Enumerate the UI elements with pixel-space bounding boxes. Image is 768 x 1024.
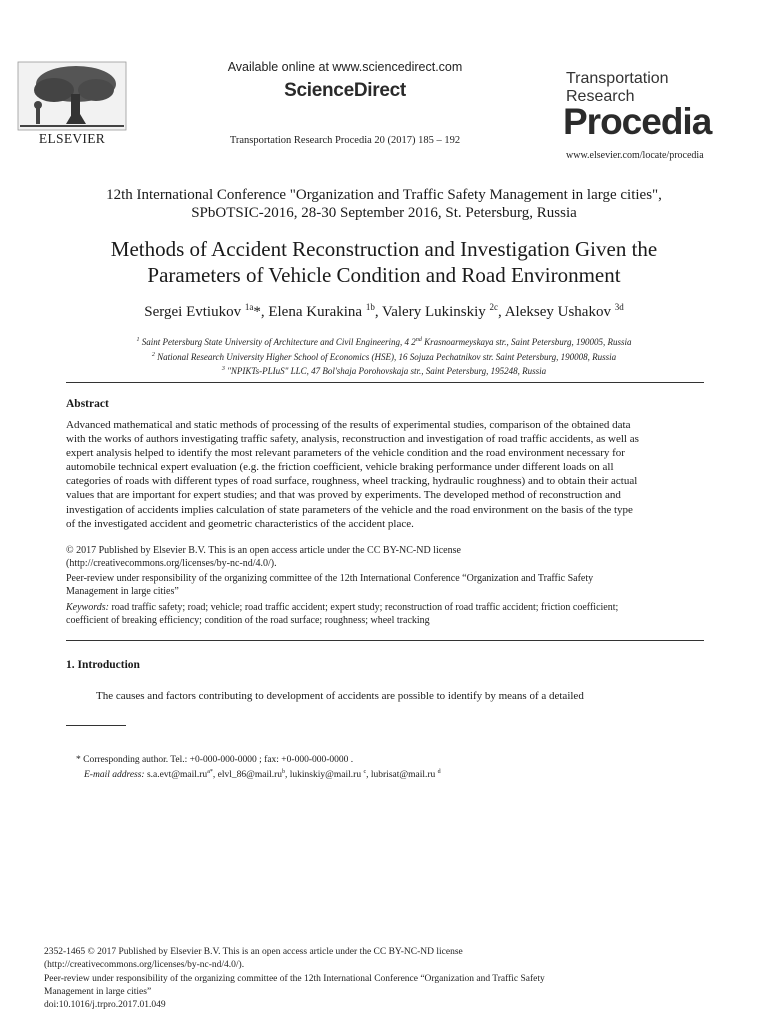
- affiliation-text: National Research University Higher School of Economics (HSE), 16 Sojuza Pechatnikov str. Saint Petersburg, 190008, Russia: [157, 351, 617, 362]
- license-link[interactable]: (http://creativecommons.org/licenses/by-nc-nd/4.0/).: [44, 960, 245, 971]
- affiliation-text: Krasnoarmeyskaya str., Saint Petersburg, 190005, Russia: [421, 337, 632, 347]
- affiliation-1: [40, 334, 728, 349]
- keywords: [66, 602, 704, 627]
- title-line-2: Parameters of Vehicle Condition and Road Environment: [147, 263, 621, 287]
- section-heading: 1. Introduction: [66, 659, 140, 671]
- email-address[interactable]: s.a.evt@mail.ru: [144, 770, 208, 781]
- affiliation-3: [40, 363, 728, 378]
- peer-review-notice: [66, 573, 704, 598]
- email-label: E-mail address:: [84, 770, 145, 781]
- peer-review-line: Management in large cities”: [66, 585, 179, 597]
- author-affil-sup: 1b: [365, 302, 375, 312]
- divider-top: [66, 382, 704, 383]
- affiliation-text: Saint Petersburg State University of Architecture and Civil Engineering, 4 2: [141, 337, 416, 347]
- copyright-notice: [66, 545, 704, 570]
- peer-review-line: Peer-review under responsibility of the organizing committee of the 12th International Conference “Organization and Traffic Safety: [66, 573, 594, 584]
- author-name: Elena Kurakina: [268, 304, 363, 320]
- author-name: Aleksey Ushakov: [504, 304, 611, 320]
- abstract-line: Advanced mathematical and static methods of processing of the results of experimental studies, comparison of the obtained data: [66, 419, 631, 431]
- author-affil-sup: 2c: [489, 302, 499, 312]
- email-footnote: [84, 769, 441, 780]
- footnote-rule: [66, 725, 126, 726]
- conference-info: [40, 186, 728, 222]
- author-name: Valery Lukinskiy: [382, 304, 486, 320]
- author-list: Sergei Evtiukov $^{1a}$*, Elena Kurakina $^{1b}$, Valery Lukinskiy $^{2c}$, Aleksey Ushakov $^{3d}$: [144, 302, 624, 320]
- affiliation-ordinal-sup: nd: [415, 337, 422, 343]
- affiliation-text: "NPIKTs-PLIuS" LLC, 47 Bol'shaja Porohovskaja str., Saint Petersburg, 195248, Russia: [227, 366, 547, 376]
- publisher-wordmark: ELSEVIER: [38, 131, 106, 146]
- abstract-line: with the works of authors investigating traffic safety, analysis, reconstruction and investigation of road traffic accidents, as well as: [66, 433, 639, 446]
- title-line-1: Methods of Accident Reconstruction and Investigation Given the: [110, 237, 658, 261]
- journal-citation: Transportation Research Procedia 20 (2017) 185 – 192: [229, 135, 461, 146]
- email-address[interactable]: , lubrisat@mail.ru: [366, 770, 438, 781]
- keywords-label: Keywords:: [66, 602, 109, 613]
- license-link[interactable]: (http://creativecommons.org/licenses/by-nc-nd/4.0/).: [66, 557, 277, 569]
- journal-logo-line-3: Procedia: [563, 101, 712, 142]
- journal-logo-line-2: Research: [566, 88, 635, 105]
- copyright-line: © 2017 Published by Elsevier B.V. This is an open access article under the CC BY-NC-ND license: [66, 545, 461, 556]
- email-sup: b: [282, 769, 286, 775]
- intro-paragraph: The causes and factors contributing to development of accidents are possible to identify by means of a detailed: [96, 690, 584, 702]
- abstract-line: of the investigated accident and geometric characteristics of the accident place.: [66, 517, 414, 530]
- corresponding-author-note: * Corresponding author. Tel.: +0-000-000-0000 ; fax: +0-000-000-0000 .: [76, 755, 354, 765]
- journal-logo-line-1: Transportation: [566, 70, 669, 87]
- affiliation-sup: 1: [136, 337, 140, 343]
- divider-bottom: [66, 640, 704, 641]
- email-address[interactable]: , elvl_86@mail.ru: [212, 770, 283, 781]
- elsevier-tree-icon: [16, 60, 128, 132]
- conference-line-1: 12th International Conference "Organization and Traffic Safety Management in large cities",: [106, 187, 662, 203]
- author-name: Sergei Evtiukov: [144, 304, 242, 320]
- abstract-line: categories of roads with different types of road surface, roughness, wheel tracking, hydraulic roughness) and to obtain their actual: [66, 475, 638, 488]
- bottom-copyright: [44, 946, 724, 1012]
- email-sup: c: [363, 769, 367, 775]
- email-sup: d: [437, 769, 441, 775]
- affiliation-2: [40, 349, 728, 364]
- affiliation-sup: 3: [221, 366, 225, 372]
- peer-review-line: Peer-review under responsibility of the organizing committee of the 12th International Conference “Organization and Traffic Safety: [44, 973, 545, 984]
- abstract-body: [66, 418, 704, 531]
- journal-url: www.elsevier.com/locate/procedia: [566, 150, 704, 161]
- affiliation-sup: 2: [151, 351, 155, 358]
- author-affil-sup: 3d: [614, 302, 624, 312]
- abstract-line: expert analysis helped to identify the most relevant parameters of the vehicle condition and the road environment necessary for: [66, 447, 625, 460]
- abstract-line: automobile technical expert evaluation (e.g. the friction coefficient, vehicle braking performance under different loads on all: [66, 461, 614, 474]
- keywords-text: road traffic safety; road; vehicle; road traffic accident; expert study; reconstruction of road traffic accident; friction coefficient;: [108, 602, 619, 613]
- affiliations: [40, 334, 728, 378]
- email-address[interactable]: , lukinskiy@mail.ru: [285, 770, 364, 781]
- doi-link[interactable]: doi:10.1016/j.trpro.2017.01.049: [44, 1000, 166, 1011]
- abstract-line: values that are important for expert studies; and that was proved by experiments. The developed method of reconstruction and: [66, 489, 621, 502]
- corresponding-star: *: [253, 304, 261, 320]
- abstract-heading: Abstract: [66, 398, 109, 410]
- available-online-text: Available online at www.sciencedirect.com: [227, 60, 463, 74]
- author-affil-sup: 1a: [244, 302, 254, 312]
- sciencedirect-wordmark: ScienceDirect: [284, 80, 406, 101]
- paper-title: [40, 236, 728, 288]
- email-sup: a*: [207, 769, 213, 775]
- peer-review-line: Management in large cities”: [44, 986, 152, 997]
- abstract-line: investigation of accidents implies calculation of state parameters of the vehicle and the road environment on the basis of the type: [66, 503, 633, 516]
- issn-copyright-line: 2352-1465 © 2017 Published by Elsevier B.V. This is an open access article under the CC BY-NC-ND license: [44, 947, 463, 957]
- keywords-text: coefficient of breaking efficiency; condition of the road surface; roughness; wheel tracking: [66, 614, 430, 626]
- conference-line-2: SPbOTSIC-2016, 28-30 September 2016, St. Petersburg, Russia: [191, 205, 577, 221]
